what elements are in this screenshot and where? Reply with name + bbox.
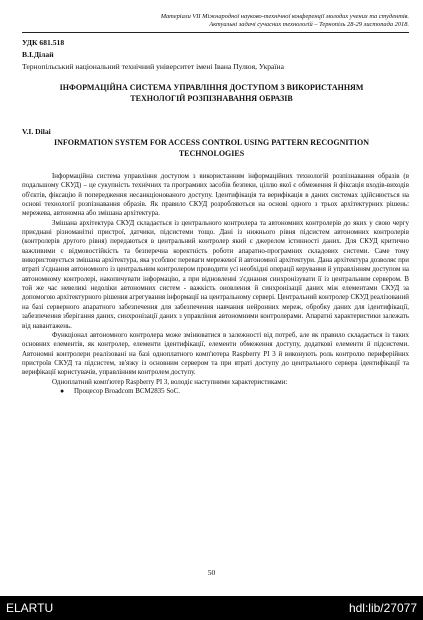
- paragraph: Функціонал автономного контролера може змінюватися в залежності від потреб, але як правило складається із таких основних елементів, як контролер, елементи ідентифікації, елементи обмеження доступу, додаткові елементи й підсистеми. Автономні контролери реалізовані на базі одноплатного комп'ютера Raspberry PI 3 й виконують роль контролю периферійних пристроїв СКУД та підсистем, зв'язку із основним сервером та при втраті доступу до центрального сервера ідентифікації та верифікації користувачів, управлінням контролем доступу.: [22, 330, 409, 377]
- handle-id: hdl:lib/27077: [348, 601, 417, 615]
- page-number: 50: [207, 568, 216, 577]
- bullet-list: [22, 387, 409, 396]
- conference-header-line1: Матеріали VII Міжнародної науково-технічної конференції молодих учених та студентів.: [160, 13, 409, 20]
- paragraph: Інформаційна система управління доступом з використанням інформаційних технологій розпізнавання образів (в подальшому СКУД) – це сукупність технічних та програмних засобів безпеки, ціллю якої є обмеження й фіксація входів-виходів об'єктів, фіксацію й попередження несанкціонованого доступу. Ідентифікація та верифікація в даних системах здійснюється на основі технології розпізнавання образів. Як правило СКУД розробляються на основі одного з трьох архітектурних рішень: мережева, автономна або змішана архітектура.: [22, 172, 409, 218]
- author-en: V.I. Dilai: [22, 127, 51, 136]
- title-en: INFORMATION SYSTEM FOR ACCESS CONTROL USING PATTERN RECOGNITION TECHNOLOGIES: [54, 138, 369, 158]
- list-item-text: Процесор Broadcom BCM2835 SoC.: [74, 386, 181, 395]
- bullet-icon: ●: [60, 386, 65, 395]
- paper-body: [22, 172, 409, 396]
- list-item: [60, 386, 409, 396]
- conference-header-line2: Актуальні задачі сучасних технологій – Тернопіль 28-29 листопада 2018.: [209, 21, 409, 28]
- paragraph: Одноплатний комп'ютер Raspberry PI 3, володіє наступними характеристиками:: [52, 377, 288, 386]
- title-ua: ІНФОРМАЦІЙНА СИСТЕМА УПРАВЛІННЯ ДОСТУПОМ З ВИКОРИСТАННЯМ ТЕХНОЛОГІЙ РОЗПІЗНАВАННЯ ОБРАЗІВ: [59, 83, 364, 103]
- affiliation: Тернопільський національний технічний університет імені Івана Пулюя, Україна: [22, 62, 284, 71]
- paragraph: Змішана архітектура СКУД складається із центрального контролера та автономних контролерів до яких у свою чергу приєднані різноманітні пристрої, датчики, підсистеми тощо. Дані із нижнього рівня підсистем автономних контролерів (контролерів другого рівня) передаються в центральний контролер який є джерелом істинності даних. Для СКУД критично важливими є відмовостійкість та безперечна коректність роботи апаратно-програмних складових системи. Саме тому використовується змішана архітектура, яка усоблює переваги мережевої й автономної архітектури. Дана архітектура дозволяє при втраті з'єднання автономного із центральним контролером проводити усі необхідні операції керування й управлінням доступом на автономному контролері, накопичувати інформацію, а при відновленні з'єднання синхронізувати її із центральним сервером. В той же час невеликі недоліки автономних систем - важкість оновлення й синхронізації даних між елементами СКУД за допомогою архітектурного рішення агрегування інформації на центральному сервері. Центральний контролер СКУД реалізований на базі серверного апаратного забезпечення для забезпечення навчання нейронних мереж, обробку даних для ідентифікації, забезпечення зберігання даних, синхронізації даних з управління автономними контролерами. Апаратні характеристики залежать від навантажень.: [22, 218, 409, 330]
- conference-header: [22, 13, 409, 29]
- repository-name: ELARTU: [6, 601, 54, 615]
- repository-footer: [0, 596, 423, 620]
- author-ua: В.І.Ділай: [22, 50, 54, 59]
- udk-code: УДК 681.518: [22, 38, 65, 47]
- header-divider: [22, 32, 409, 33]
